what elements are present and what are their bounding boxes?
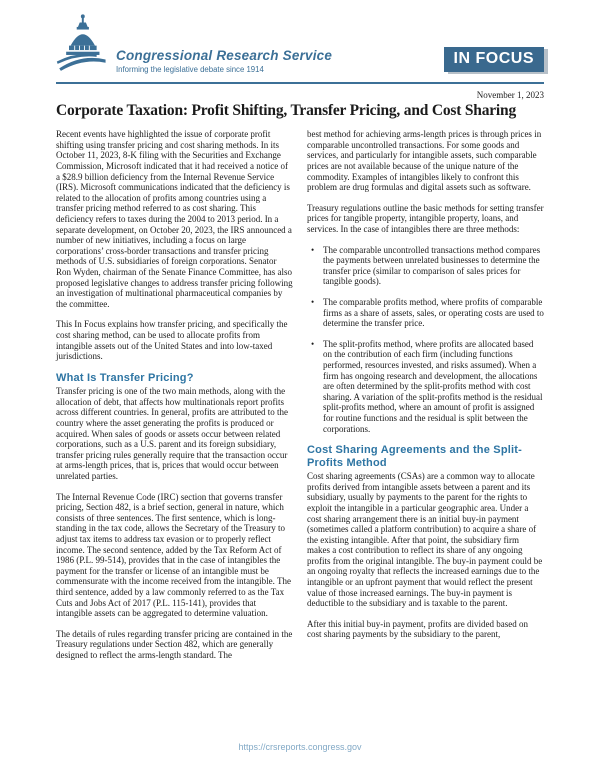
capitol-dome-icon <box>56 12 108 76</box>
bullet-text: The comparable profits method, where profits of comparable firms as a share of assets, sales, or operating costs are used to determine the transfer price. <box>323 297 544 329</box>
page-title: Corporate Taxation: Profit Shifting, Transfer Pricing, and Cost Sharing <box>56 102 517 119</box>
paragraph: After this initial buy-in payment, profits are divided based on cost sharing payments by the subsidiary to the parent, <box>307 618 528 640</box>
bullet-icon: • <box>311 244 315 255</box>
footer-link[interactable]: https://crsreports.congress.gov <box>238 742 362 752</box>
section-heading: Cost Sharing Agreements and the Split-Profits Method <box>307 444 522 469</box>
paragraph: Cost sharing agreements (CSAs) are a common way to allocate profits derived from intangible assets between a parent and its subsidiary, usually by payments to the parent for the rights to exploit the intangible in a particular geographic area. Under a cost sharing arrangement there is an initial buy-in payment (sometimes called a platform contribution) to acquire a share of the existing intangible. After that point, the subsidiary firm makes a cost contribution to reflect its share of any ongoing profits from the original intangible. The buy-in payment could be an ongoing royalty that reflects the increased earnings due to the intangible or an upfront payment that would reflect the present value of those increased earnings. The buy-in payment is deductible to the subsidiary and is taxable to the parent. <box>307 471 543 609</box>
header <box>0 0 600 84</box>
bullet-text: The comparable uncontrolled transactions method compares the payments between unrelated businesses to determine the transfer price (similar to comparison of sales prices for tangible goods). <box>323 244 541 287</box>
bullet-item <box>311 339 544 434</box>
bullet-icon: • <box>311 297 315 307</box>
right-column <box>307 129 544 670</box>
paragraph: Recent events have highlighted the issue of corporate profit shifting using transfer pricing and cost sharing methods. In its October 11, 2023, 8-K filing with the Securities and Exchange Commission, Microsoft indicated that it had received a notice of a $28.9 billion deficiency from the Internal Revenue Service (IRS). Microsoft communications indicated that the deficiency is related to the allocation of profits among countries using a transfer pricing method referred to as cost sharing. This deficiency refers to taxes during the 2004 to 2013 period. In a separate development, on October 20, 2023, the IRS announced a number of new initiatives, including a focus on large corporations’ cross-border transactions and transfer pricing methods of U.S. subsidiaries of foreign corporations. Senator Ron Wyden, chairman of the Senate Finance Committee, has also proposed legislative changes to address transfer pricing following an investigation of multinational pharmaceutical companies by the committee. <box>56 129 293 309</box>
paragraph: best method for achieving arms-length prices is through prices in comparable uncontrolled transactions. For some goods and services, and particularly for intangible assets, such comparable prices are not available because of the unique nature of the commodity. Examples of intangibles likely to confront this problem are drug formulas and digital assets such as software. <box>307 129 542 193</box>
paragraph: The details of rules regarding transfer pricing are contained in the Treasury regulations under Section 482, which are generally designed to reflect the arms-length standard. The <box>56 628 293 660</box>
in-focus-badge: IN FOCUS <box>444 47 544 72</box>
paragraph: Treasury regulations outline the basic methods for setting transfer prices for tangible property, intangible property, loans, and services. In the case of intangibles there are three methods: <box>307 202 544 235</box>
bullet-icon: • <box>311 338 315 349</box>
bullet-item <box>311 245 544 287</box>
paragraph: This In Focus explains how transfer pricing, and specifically the cost sharing method, can be used to allocate profits from intangible assets out of the United States and into low-taxed jurisdictions. <box>56 319 288 362</box>
crs-logo <box>56 12 332 76</box>
org-name: Congressional Research Service <box>116 47 333 63</box>
org-tagline: Informing the legislative debate since 1914 <box>116 65 264 74</box>
left-column <box>56 129 293 670</box>
footer <box>0 737 600 755</box>
paragraph: The Internal Revenue Code (IRC) section that governs transfer pricing, Section 482, is a brief section, general in nature, which consists of three sentences. The first sentence, which is long-standing in the tax code, allows the Secretary of the Treasury to adjust tax items to address tax evasion or to properly reflect income. The second sentence, added by the Tax Reform Act of 1986 (P.L. 99-514), provides that in the case of intangibles the payment for the transfer or license of an intangible must be commensurate with the income received from the intangible. The third sentence, added by a law commonly referred to as the Tax Cuts and Jobs Act of 2017 (P.L. 115-141), provides that intangible assets can be aggregated to determine valuation. <box>56 491 292 619</box>
publication-date: November 1, 2023 <box>476 90 544 100</box>
title-block <box>0 84 600 120</box>
paragraph: Transfer pricing is one of the two main methods, along with the allocation of debt, that affects how multinationals report profits across different countries. In general, profits are attributed to the country where the asset generating the profits is produced or acquired. When sales of goods or assets occur between related corporations, such as a U.S. parent and its foreign subsidiary, transfer pricing rules generally require that the transaction occur at arms-length prices, that is, prices that would occur between unrelated parties. <box>56 386 288 481</box>
section-heading: What Is Transfer Pricing? <box>56 371 194 384</box>
bullet-item <box>311 297 544 329</box>
bullet-text: The split-profits method, where profits are allocated based on the contribution of each firm (including functions performed, resources invested, and risks assumed). When a firm has ongoing research and development, the allocations are often determined by the split-profits method with cost sharing. A variation of the split-profits method is the residual split-profits method, where an amount of profit is assigned for routine functions and the residual is split between the corporations. <box>323 338 543 434</box>
document-body <box>0 120 600 670</box>
